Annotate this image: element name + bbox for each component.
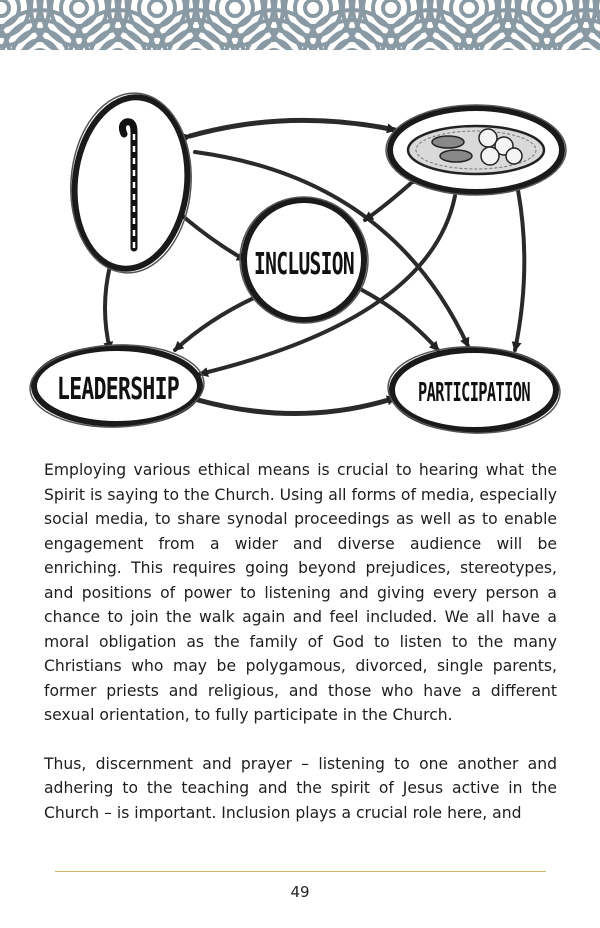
page-number: 49 <box>290 883 310 901</box>
body-text <box>44 458 557 849</box>
inclusion-label: INCLUSION <box>254 247 354 282</box>
leadership-label: LEADERSHIP <box>57 372 179 407</box>
arrow-staff-to-inclusion <box>185 218 245 260</box>
paragraph-2: Thus, discernment and prayer – listening to one another and adhering to the teaching and the spirit of Jesus active in the Church – is important. Inclusion plays a crucial role here, and <box>44 754 557 822</box>
participation-label: PARTICIPATION <box>418 378 531 408</box>
synodality-diagram <box>0 88 600 440</box>
node-participation <box>387 344 562 436</box>
concentric-arcs-pattern <box>0 0 600 50</box>
diagram-svg <box>0 88 600 440</box>
arrow-leadership-to-participation <box>198 398 395 414</box>
arrow-inclusion-to-participation <box>362 290 438 350</box>
paragraph-1: Employing various ethical means is crucial to hearing what the Spirit is saying to the Church. Using all forms of media, especially social media, to share synodal proceedings as well as to enable engagement from a wider and diverse audience will be enriching. This requires going beyond prejudices, stereotypes, and positions of power to listening and giving every person a chance to join the walk again and feel included. We all have a moral obligation as the family of God to listen to the many Christians who may be polygamous, divorced, single parents, former priests and religious, and those who have a different sexual orientation, to fully participate in the Church. <box>44 461 557 724</box>
node-leadership <box>29 342 206 430</box>
header-decorative-pattern <box>0 0 600 50</box>
arrow-inclusion-to-leadership <box>175 296 258 350</box>
arrow-staff-to-leadership <box>105 266 110 350</box>
arrow-bread-to-participation <box>515 190 524 350</box>
node-staff <box>65 89 197 277</box>
footer-rule <box>55 871 546 872</box>
arrow-staff-to-bread <box>190 120 395 136</box>
basket-bread-fish-icon <box>408 126 544 174</box>
arrow-bread-to-inclusion <box>365 184 410 220</box>
node-bread-fish <box>386 105 566 195</box>
